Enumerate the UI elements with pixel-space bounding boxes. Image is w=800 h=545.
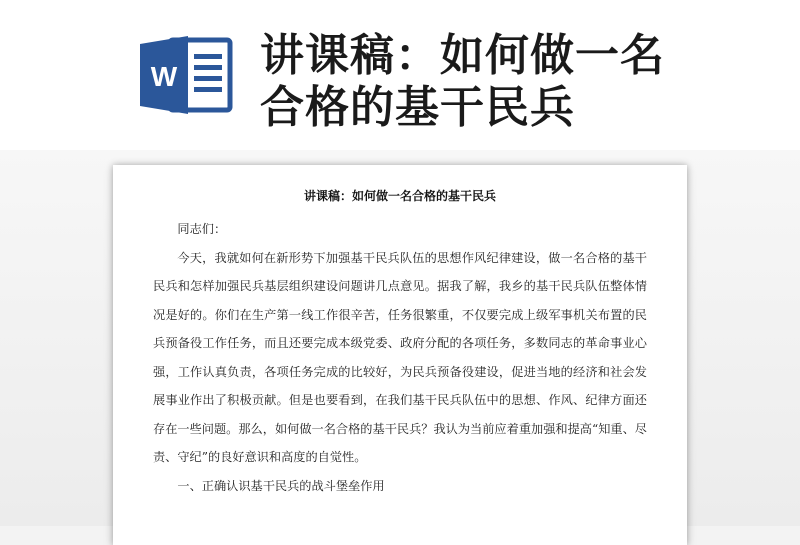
word-icon-letter: W bbox=[150, 61, 178, 92]
document-page bbox=[113, 165, 687, 545]
banner-title: 讲课稿：如何做一名 合格的基干民兵 bbox=[260, 30, 665, 133]
salutation: 同志们： bbox=[177, 222, 227, 236]
body-paragraph: 今天，我就如何在新形势下加强基干民兵队伍的思想作风纪律建设，做一名合格的基干民兵和怎样加强民兵基层组织建设问题讲几点意见。据我了解，我乡的基干民兵队伍整体情况是好的。你们在生产第一线工作很辛苦，任务很繁重，不仅要完成上级军事机关布置的民兵预备役工作任务，而且还要完成本级党委、政府分配的各项任务，多数同志的革命事业心强，工作认真负责，各项任务完成的比较好，为民兵预备役建设，促进当地的经济和社会发展事业作出了积极贡献。但是也要看到，在我们基干民兵队伍中的思想、作风、纪律方面还存在一些问题。那么，如何做一名合格的基干民兵？我认为当前应着重加强和提高“知重、尽责、守纪”的良好意识和高度的自觉性。 bbox=[153, 250, 647, 464]
document-body bbox=[153, 215, 647, 500]
word-icon bbox=[140, 34, 234, 116]
document-title: 讲课稿：如何做一名合格的基干民兵 bbox=[303, 189, 496, 203]
section-heading: 一、正确认识基干民兵的战斗堡垒作用 bbox=[177, 478, 385, 493]
banner bbox=[0, 0, 800, 150]
